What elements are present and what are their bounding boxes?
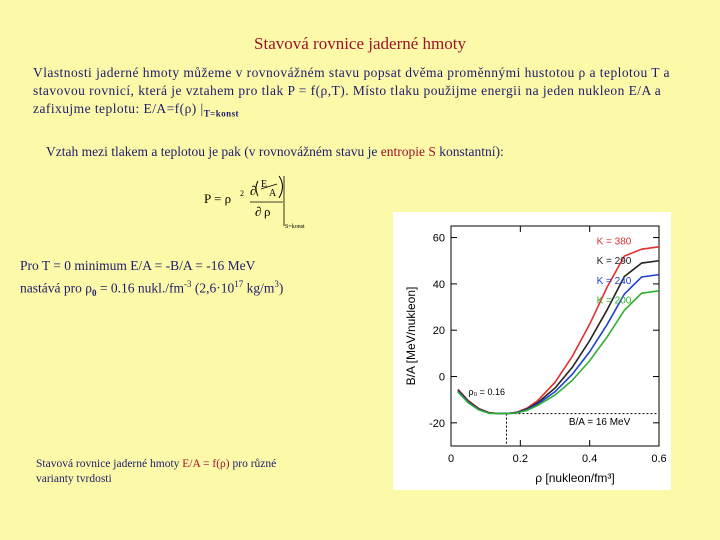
formula-partial-top: ∂: [250, 183, 257, 198]
x-tick-label: 0.2: [512, 453, 528, 465]
eos-chart: [393, 212, 671, 490]
formula-frac-bottom: A: [269, 188, 277, 199]
y-tick-label: -20: [429, 417, 445, 430]
x-axis-label: ρ [nukleon/fm³]: [535, 471, 615, 485]
pressure-relation-text: Vztah mezi tlakem a teplotou je pak (v rovnovážném stavu je: [46, 144, 381, 159]
page-title: Stavová rovnice jaderné hmoty: [254, 34, 466, 53]
chart-panel: [393, 212, 671, 490]
legend-entry: K = 380: [596, 236, 632, 248]
minimum-line1: Pro T = 0 minimum E/A = -B/A = -16 MeV: [20, 258, 256, 273]
minimum-paragraph: [20, 257, 380, 302]
rho0-annotation: ρ₀ = 0.16: [468, 387, 505, 398]
minimum-line2: nastává pro $\rho_0 = 0.16$ $nukl./fm^{-3}$ ($2,6\cdot 10^{17}$ $kg/m^3$): [20, 279, 284, 299]
formula-paren-right: [279, 176, 283, 198]
x-tick-label: 0: [447, 453, 455, 465]
formula-rho: ρ: [264, 204, 271, 219]
y-axis-label: B/A [MeV/nukleon]: [404, 286, 418, 386]
intro-paragraph: [33, 64, 683, 123]
x-tick-label: 0.6: [651, 453, 667, 465]
formula-lhs: P = ρ: [204, 191, 232, 206]
intro-subscript: T=konst: [203, 108, 239, 119]
formula-partial-bottom: ∂: [255, 204, 262, 219]
legend-entry: K = 240: [596, 275, 632, 287]
pressure-relation-end: konstantní):: [435, 144, 504, 159]
entropy-term: entropie S: [380, 144, 436, 159]
y-tick-label: 60: [432, 232, 445, 245]
binding-annotation: B/A = 16 MeV: [568, 417, 631, 429]
pressure-relation-paragraph: [46, 144, 686, 160]
y-tick-label: 40: [432, 278, 445, 291]
formula-frac-top: E: [261, 179, 268, 190]
y-tick-label: 0: [438, 371, 445, 384]
formula-condition: S=konst: [285, 224, 305, 230]
pressure-formula: [200, 172, 320, 234]
legend-entry: K = 290: [596, 256, 632, 268]
legend-entry: K = 200: [596, 295, 632, 307]
x-tick-label: 0.4: [582, 453, 598, 465]
chart-caption: Stavová rovnice jaderné hmoty E/A = f(ρ) pro různé varianty tvrdosti: [36, 458, 277, 485]
formula-exponent: 2: [240, 189, 244, 198]
y-tick-label: 20: [432, 325, 445, 338]
intro-text: Vlastnosti jaderné hmoty můžeme v rovnovážném stavu popsat dvěma proměnnými hustotou ρ a teplotou T a stavovou rovnicí, která je vztahem pro tlak P = f(ρ,T). Místo tlaku použijme energii na jeden nukleon E/A a zafixujme teplotu: E/A=f(ρ) |: [33, 65, 670, 116]
